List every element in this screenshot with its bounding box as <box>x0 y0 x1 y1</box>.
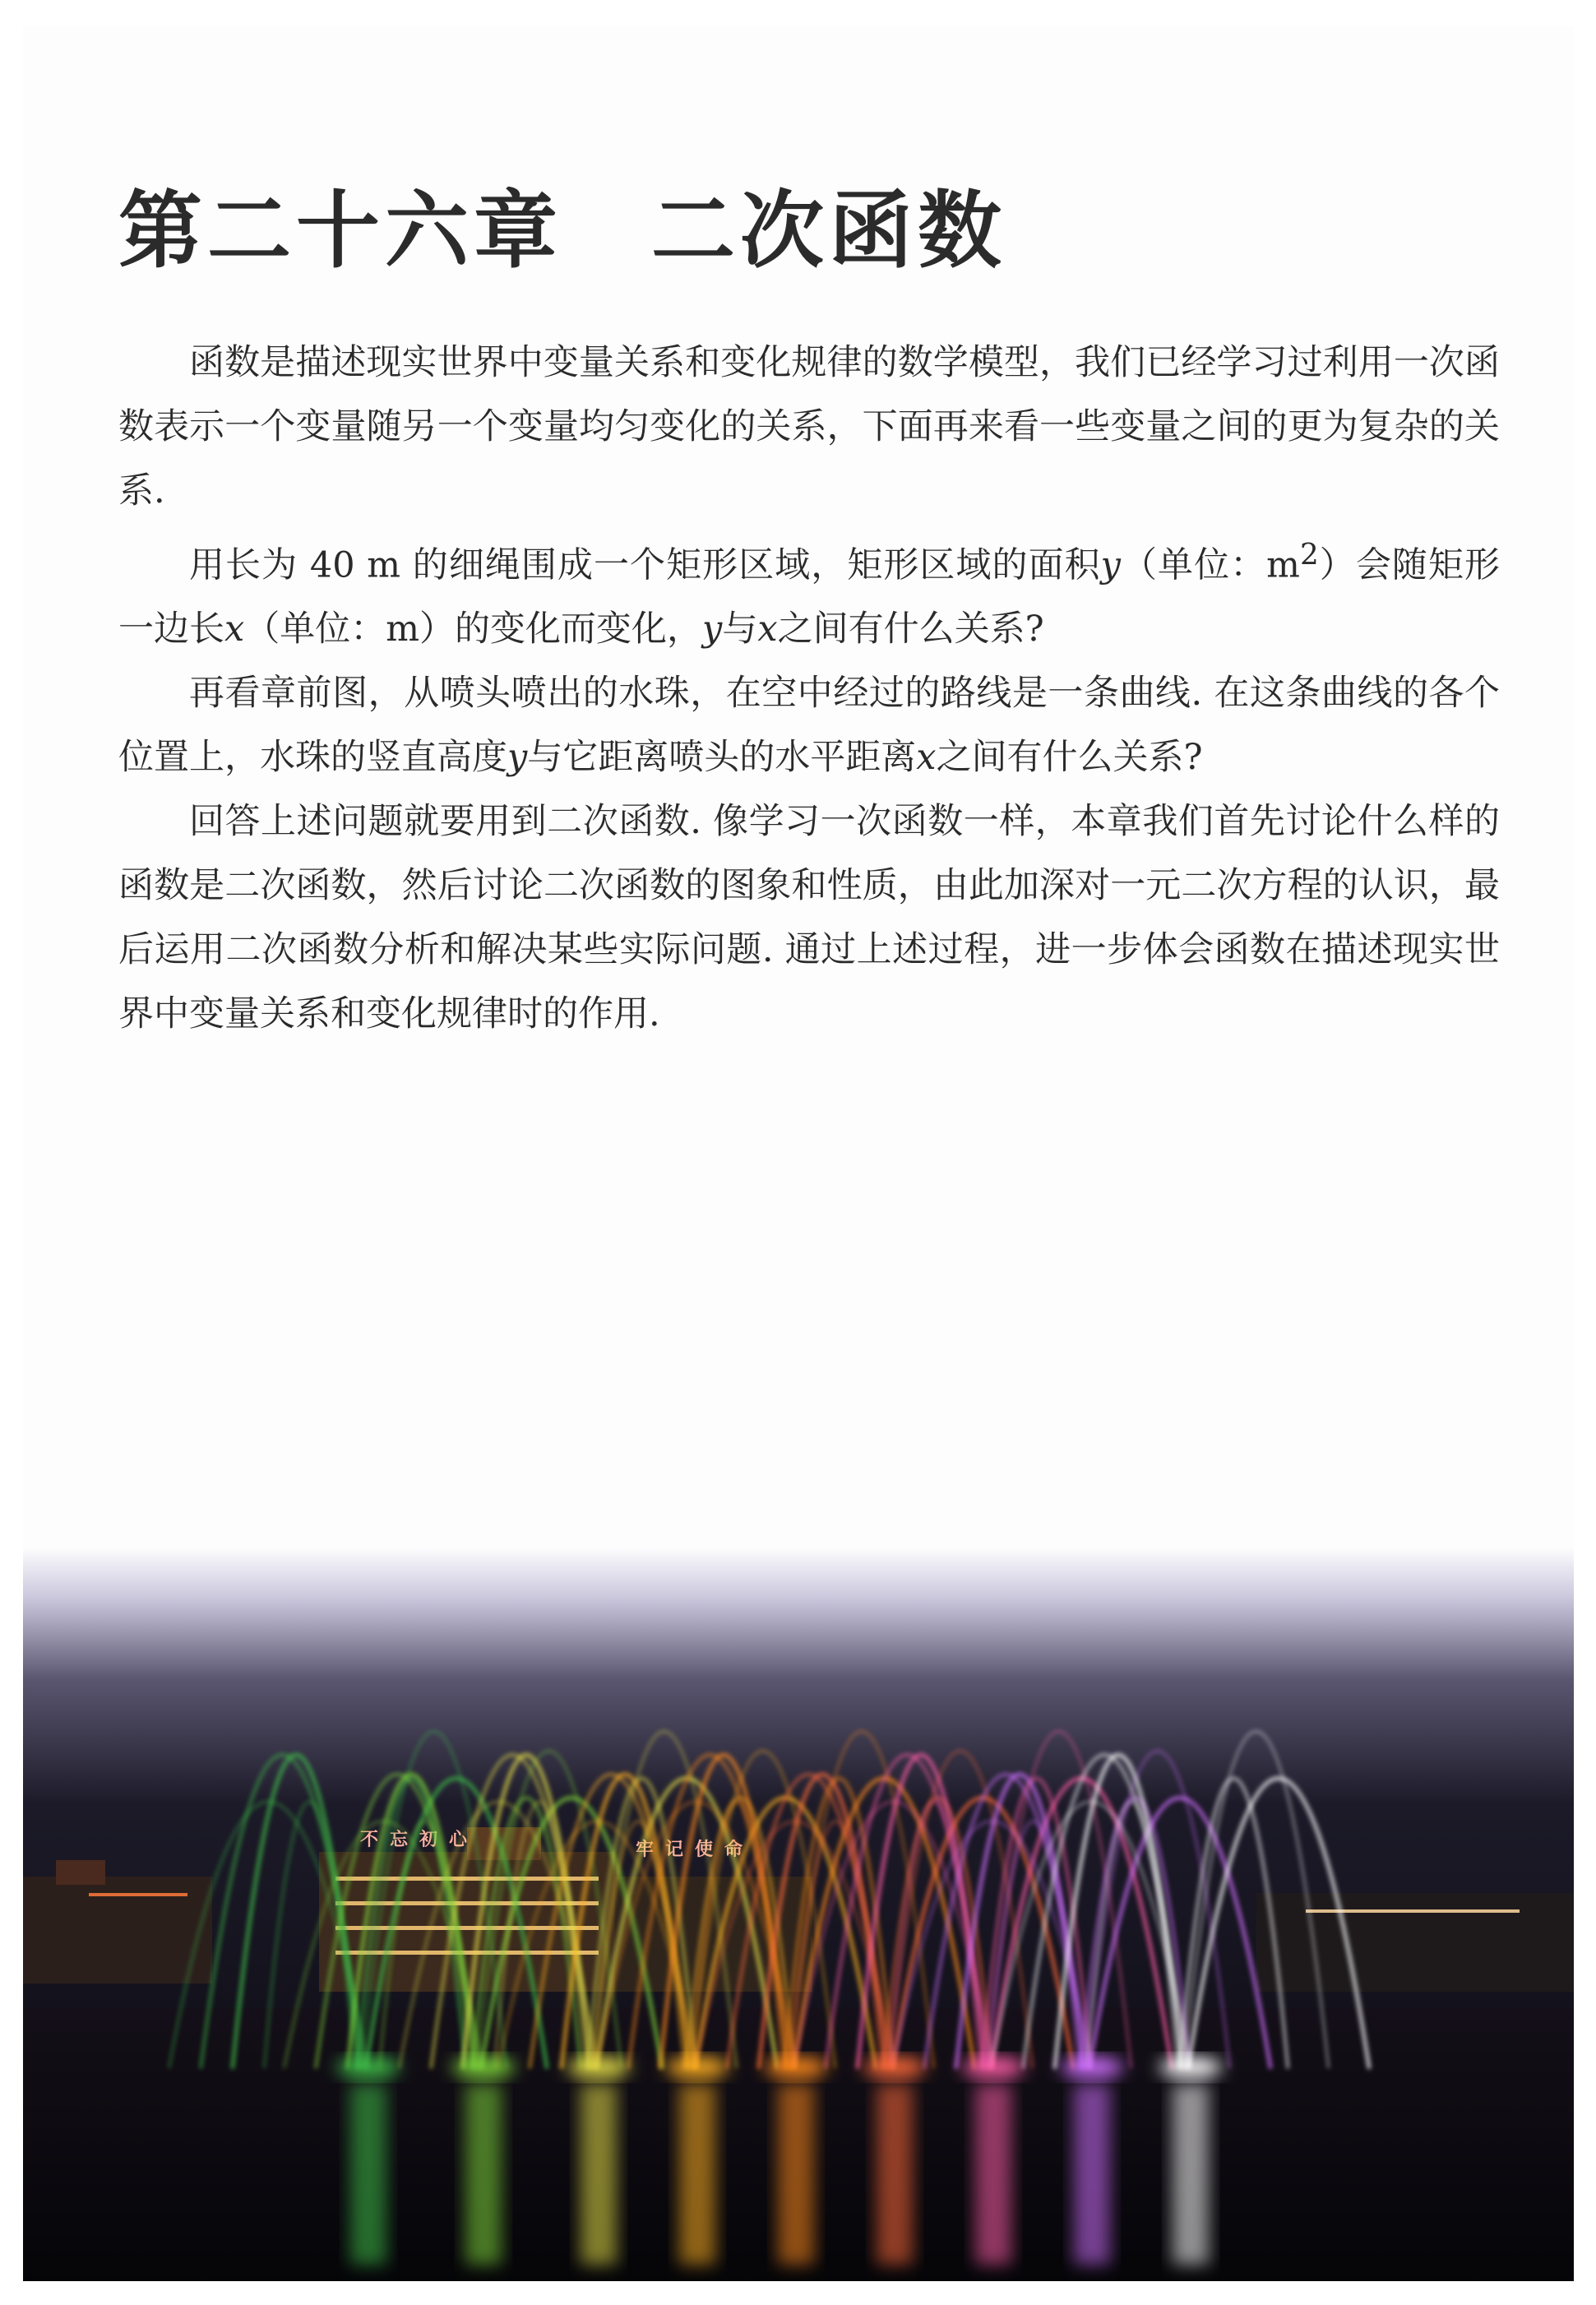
fountain-illustration <box>23 1548 1574 2281</box>
var-x: x <box>916 737 937 779</box>
superscript-2: 2 <box>1299 538 1319 572</box>
fountain-photo <box>23 1548 1574 2281</box>
water-reflections <box>350 2084 1209 2265</box>
var-x: x <box>757 609 778 650</box>
nozzle-light <box>765 2057 827 2077</box>
nozzle-light <box>1061 2057 1123 2077</box>
var-y: y <box>1100 544 1121 586</box>
p2-text-6: 之间有什么关系? <box>777 609 1044 650</box>
nozzle-light <box>567 2057 630 2077</box>
book-page <box>23 26 1574 2281</box>
paragraph-3 <box>118 661 1500 789</box>
var-y: y <box>507 737 528 779</box>
fountain-nozzle-lights <box>337 2057 1222 2077</box>
p2-text-4: （单位：m）的变化而变化， <box>244 609 703 650</box>
reflection-streak <box>679 2084 715 2265</box>
p3-text-3: 之间有什么关系? <box>936 737 1203 779</box>
paragraph-2 <box>118 523 1500 661</box>
reflection-streak <box>877 2084 913 2265</box>
p3-text-1: 再看章前图，从喷头喷出的水珠，在空中经过的路线是一条曲线. 在这条曲线的各个位置上，水珠的竖直高度 <box>118 673 1500 779</box>
nozzle-light <box>962 2057 1025 2077</box>
var-y: y <box>702 609 723 650</box>
chapter-title: 第二十六章 二次函数 <box>118 183 1006 280</box>
p2-text-5: 与 <box>722 609 758 650</box>
reflection-streak <box>1173 2084 1209 2265</box>
reflection-streak <box>465 2084 502 2265</box>
nozzle-light <box>452 2057 515 2077</box>
p2-text-1: 用长为 40 m 的细绳围成一个矩形区域，矩形区域的面积 <box>189 544 1101 586</box>
nozzle-light <box>1159 2057 1222 2077</box>
p2-text-2: （单位：m <box>1120 544 1300 586</box>
reflection-streak <box>778 2084 814 2265</box>
reflection-streak <box>581 2084 617 2265</box>
sign-left: 不忘初心 <box>360 1830 479 1850</box>
paragraph-1: 函数是描述现实世界中变量关系和变化规律的数学模型，我们已经学习过利用一次函数表示一个变量随另一个变量均匀变化的关系，下面再来看一些变量之间的更为复杂的关系. <box>118 342 1500 511</box>
reflection-streak <box>1074 2084 1110 2265</box>
nozzle-light <box>337 2057 400 2077</box>
chapter-intro <box>118 331 1500 1046</box>
nozzle-light <box>666 2057 729 2077</box>
p3-text-2: 与它距离喷头的水平距离 <box>527 737 917 779</box>
nozzle-light <box>863 2057 926 2077</box>
reflection-streak <box>350 2084 386 2265</box>
p2-text-3: ）会随矩形一边长 <box>118 544 1500 650</box>
var-x: x <box>224 609 245 650</box>
reflection-streak <box>975 2084 1011 2265</box>
sign-right: 牢记使命 <box>636 1840 755 1860</box>
paragraph-4: 回答上述问题就要用到二次函数. 像学习一次函数一样，本章我们首先讨论什么样的函数是二次函数，然后讨论二次函数的图象和性质，由此加深对一元二次方程的认识，最后运用二次函数分析和解决某些实际问题. 通过上述过程，进一步体会函数在描述现实世界中变量关系和变化规律时的作用. <box>118 801 1500 1035</box>
